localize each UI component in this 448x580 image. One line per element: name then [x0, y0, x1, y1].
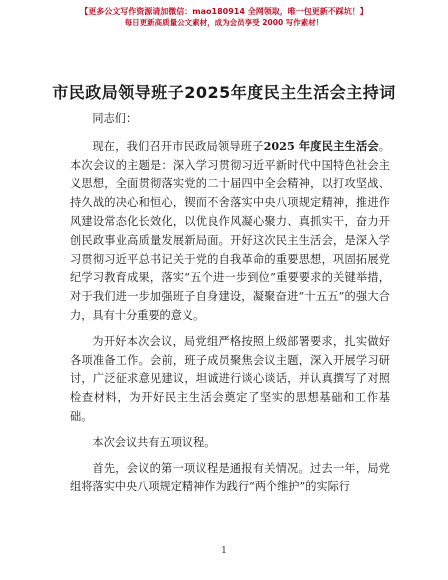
paragraph-1-bold: 2025 年度民主生活会 — [263, 138, 379, 153]
banner-line-1: 【更多公文写作资源请加微信：mao180914 全网领取，唯一包更新不踩坑！】 — [80, 7, 368, 16]
paragraph-1-text-b: 。本次会议的主题是：深入学习贯彻习近平新时代中国特色社会主义思想，全面贯彻落实党的二十届四中全会精神，以打攻坚战、持久战的决心和恒心，锲而不舍落实中央八项规定精神，推进作风建设常态化长效化，以优良作风凝心聚力、真抓实干，奋力开创民政事业高质量发展新局面。开好这次民主生活会，是深入学习贯彻习近平总书记关于党的自我革命的重要思想，巩固拓展党纪学习教育成果，落实“五个进一步到位”重要要求的关键举措，对于我们进一步加强班子自身建设，凝聚奋进“十五五”的强大合力，具有十分重要的意义。 — [70, 139, 390, 322]
header-banner — [0, 6, 448, 28]
paragraph-4: 首先，会议的第一项议程是通报有关情况。过去一年，局党组将落实中央八项规定精神作为践行“两个维护”的实际行 — [70, 461, 390, 494]
document-body — [70, 110, 390, 504]
document-title: 市民政局领导班子2025年度民主生活会主持词 — [52, 83, 396, 102]
page-number: 1 — [221, 546, 227, 556]
paragraph-2: 为开好本次会议，局党组严格按照上级部署要求，扎实做好各项准备工作。会前，班子成员聚焦会议主题，深入开展学习研讨，广泛征求意见建议，坦诚进行谈心谈话，并认真撰写了对照检查材料，为开好民主生活会奠定了坚实的思想基础和工作基础。 — [70, 334, 390, 423]
banner-line-2: 每日更新高质量公文素材，成为会员享受 2000 写作素材！ — [124, 18, 324, 27]
paragraph-1 — [70, 137, 390, 326]
paragraph-3: 本次会议共有五项议程。 — [92, 435, 216, 449]
greeting: 同志们： — [92, 112, 138, 125]
paragraph-1-text-a: 现在，我们召开市民政局领导班子 — [92, 139, 264, 153]
